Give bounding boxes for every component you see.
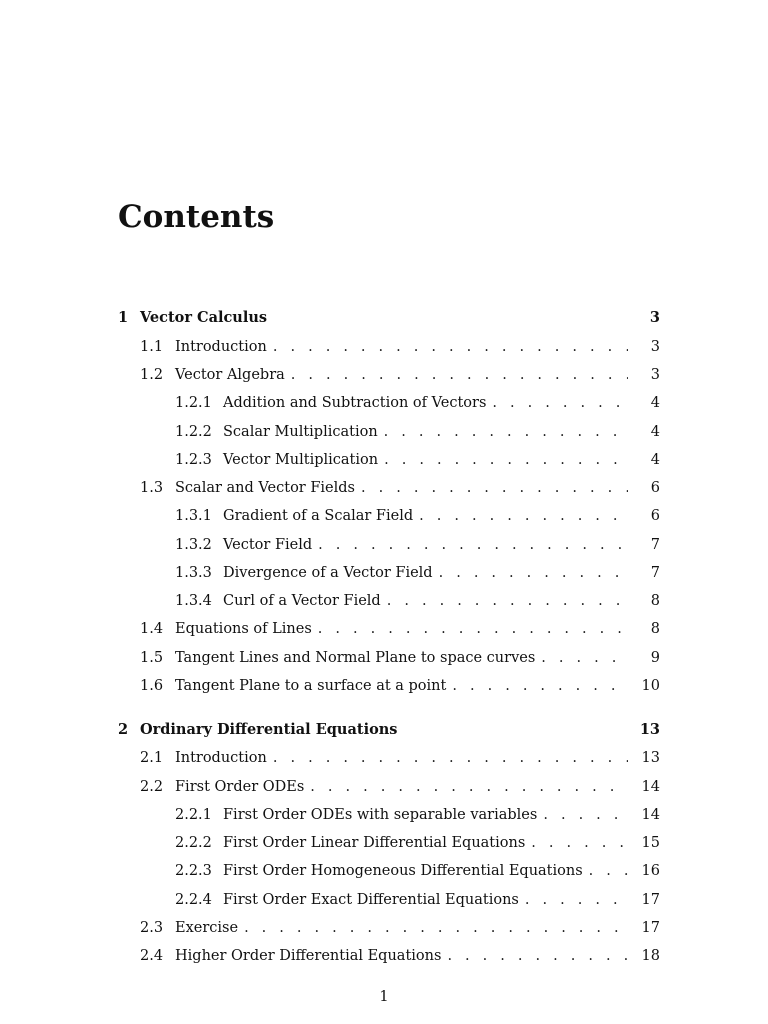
- toc-entry-title: Ordinary Differential Equations: [140, 721, 398, 738]
- page-number: 1: [379, 989, 389, 1005]
- toc-entry-section[interactable]: [140, 478, 660, 498]
- dot-leader: [541, 648, 628, 668]
- toc-entry-title: Vector Calculus: [140, 309, 268, 326]
- toc-entry-section[interactable]: [140, 676, 660, 696]
- toc-entry-number: 1.3.1: [175, 508, 212, 524]
- dot-leader: [543, 805, 628, 825]
- toc-entry-number: 2.2: [140, 779, 164, 795]
- toc-entry-page: 7: [650, 537, 660, 553]
- toc-entry-section[interactable]: [140, 337, 660, 357]
- toc-entry-section[interactable]: [140, 777, 660, 797]
- toc-entry-section[interactable]: [140, 619, 660, 639]
- toc-entry-number: 1.5: [140, 650, 164, 666]
- contents-heading: Contents: [118, 199, 275, 235]
- toc-entry-number: 2.2.4: [175, 892, 212, 908]
- toc-entry-page: 3: [650, 339, 660, 355]
- toc-entry-title: First Order ODEs with separable variables: [223, 807, 538, 823]
- toc-entry-title: First Order Exact Differential Equations: [223, 892, 519, 908]
- toc-entry-page: 15: [641, 835, 660, 851]
- toc-entry-title: First Order Homogeneous Differential Equations: [223, 863, 583, 879]
- toc-entry-title: Scalar Multiplication: [223, 424, 378, 440]
- toc-entry-subsection[interactable]: [175, 833, 660, 853]
- dot-leader: [318, 535, 628, 555]
- toc-entry-number: 1: [118, 309, 129, 326]
- toc-entry-subsection[interactable]: [175, 506, 660, 526]
- toc-entry-subsection[interactable]: [175, 591, 660, 611]
- toc-entry-title: Tangent Lines and Normal Plane to space curves: [175, 650, 536, 666]
- dot-leader: [589, 861, 628, 881]
- toc-entry-subsection[interactable]: [175, 422, 660, 442]
- toc-entry-title: Vector Field: [223, 537, 313, 553]
- toc-entry-title: Tangent Plane to a surface at a point: [175, 678, 447, 694]
- toc-entry-number: 1.2.3: [175, 452, 212, 468]
- toc-entry-number: 1.3.3: [175, 565, 212, 581]
- toc-entry-page: 13: [639, 721, 660, 738]
- toc-entry-page: 4: [650, 395, 660, 411]
- toc-entry-number: 1.3.4: [175, 593, 212, 609]
- toc-entry-page: 7: [650, 565, 660, 581]
- toc-entry-title: Higher Order Differential Equations: [175, 948, 442, 964]
- toc-entry-chapter[interactable]: [118, 308, 660, 328]
- dot-leader: [452, 676, 628, 696]
- toc-entry-subsection[interactable]: [175, 450, 660, 470]
- dot-leader: [361, 478, 628, 498]
- dot-leader: [387, 591, 628, 611]
- toc-entry-page: 3: [650, 367, 660, 383]
- dot-leader: [384, 450, 628, 470]
- toc-entry-subsection[interactable]: [175, 393, 660, 413]
- toc-entry-number: 1.1: [140, 339, 164, 355]
- dot-leader: [318, 619, 628, 639]
- dot-leader: [419, 506, 628, 526]
- toc-entry-title: Gradient of a Scalar Field: [223, 508, 414, 524]
- toc-entry-page: 16: [641, 863, 660, 879]
- toc-entry-section[interactable]: [140, 648, 660, 668]
- dot-leader: [439, 563, 628, 583]
- toc-entry-title: First Order ODEs: [175, 779, 305, 795]
- toc-entry-page: 4: [650, 424, 660, 440]
- toc-entry-page: 17: [641, 892, 660, 908]
- toc-entry-number: 2.1: [140, 750, 164, 766]
- toc-entry-number: 1.2.2: [175, 424, 212, 440]
- toc-entry-page: 4: [650, 452, 660, 468]
- toc-entry-page: 10: [641, 678, 660, 694]
- toc-entry-page: 13: [641, 750, 660, 766]
- toc-entry-number: 1.2.1: [175, 395, 212, 411]
- toc-entry-number: 1.3: [140, 480, 164, 496]
- toc-entry-subsection[interactable]: [175, 805, 660, 825]
- dot-leader: [447, 946, 628, 966]
- toc-entry-page: 3: [649, 309, 660, 326]
- toc-entry-number: 2.2.2: [175, 835, 212, 851]
- dot-leader: [273, 337, 628, 357]
- toc-entry-number: 1.4: [140, 621, 164, 637]
- toc-entry-title: Vector Multiplication: [223, 452, 379, 468]
- dot-leader: [492, 393, 628, 413]
- toc-entry-page: 14: [641, 807, 660, 823]
- toc-entry-number: 2.2.3: [175, 863, 212, 879]
- dot-leader: [273, 748, 628, 768]
- toc-entry-page: 8: [650, 593, 660, 609]
- toc-entry-section[interactable]: [140, 365, 660, 385]
- toc-entry-subsection[interactable]: [175, 890, 660, 910]
- toc-entry-title: Exercise: [175, 920, 239, 936]
- toc-entry-page: 17: [641, 920, 660, 936]
- toc-entry-title: First Order Linear Differential Equations: [223, 835, 526, 851]
- dot-leader: [291, 365, 628, 385]
- dot-leader: [384, 422, 628, 442]
- toc-entry-title: Addition and Subtraction of Vectors: [223, 395, 487, 411]
- toc-entry-number: 1.3.2: [175, 537, 212, 553]
- toc-entry-title: Curl of a Vector Field: [223, 593, 381, 609]
- toc-entry-title: Vector Algebra: [175, 367, 285, 383]
- toc-entry-title: Equations of Lines: [175, 621, 312, 637]
- toc-entry-chapter[interactable]: [118, 720, 660, 740]
- toc-entry-page: 6: [650, 508, 660, 524]
- toc-entry-number: 1.6: [140, 678, 164, 694]
- toc-entry-page: 6: [650, 480, 660, 496]
- toc-entry-number: 2.4: [140, 948, 164, 964]
- dot-leader: [310, 777, 628, 797]
- toc-entry-section[interactable]: [140, 748, 660, 768]
- toc-entry-page: 14: [641, 779, 660, 795]
- toc-entry-title: Introduction: [175, 750, 267, 766]
- toc-entry-page: 18: [641, 948, 660, 964]
- toc-entry-section[interactable]: [140, 946, 660, 966]
- toc-entry-section[interactable]: [140, 918, 660, 938]
- toc-entry-subsection[interactable]: [175, 563, 660, 583]
- toc-entry-page: 9: [650, 650, 660, 666]
- toc-entry-subsection[interactable]: [175, 861, 660, 881]
- toc-entry-subsection[interactable]: [175, 535, 660, 555]
- toc-entry-title: Introduction: [175, 339, 267, 355]
- toc-entry-number: 2.3: [140, 920, 164, 936]
- toc-entry-title: Divergence of a Vector Field: [223, 565, 433, 581]
- dot-leader: [525, 890, 628, 910]
- toc-entry-number: 2: [118, 721, 129, 738]
- dot-leader: [244, 918, 628, 938]
- toc-entry-number: 2.2.1: [175, 807, 212, 823]
- toc-entry-page: 8: [650, 621, 660, 637]
- toc-entry-title: Scalar and Vector Fields: [175, 480, 355, 496]
- toc-entry-number: 1.2: [140, 367, 164, 383]
- dot-leader: [531, 833, 628, 853]
